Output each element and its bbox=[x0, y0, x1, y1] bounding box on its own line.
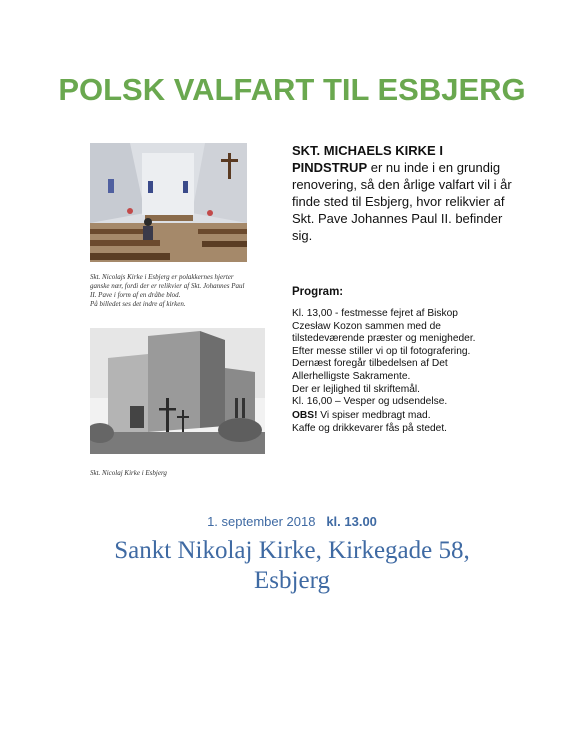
program-heading: Program: bbox=[292, 286, 344, 298]
event-place bbox=[0, 536, 584, 596]
event-date bbox=[0, 514, 584, 529]
program-line: Dernæst foregår tilbedelsen af Det bbox=[292, 358, 448, 370]
program-line: Der er lejlighed til skriftemål. bbox=[292, 383, 420, 395]
interior-photo-caption: Skt. Nicolajs Kirke i Esbjerg er polakkernes hjerter ganske nær, fordi der er relikvier af Skt. Johannes Paul II. Pave i form af en dråbe blod. På billedet ses det indre af kirken. bbox=[90, 273, 245, 308]
church-exterior-photo bbox=[90, 328, 265, 454]
church-interior-photo bbox=[90, 143, 247, 262]
obs-text: Vi spiser medbragt mad. bbox=[317, 410, 431, 421]
event-date-text: 1. september 2018 bbox=[207, 514, 316, 529]
program-line: tilstedeværende præster og menigheder. bbox=[292, 333, 476, 345]
program-line: Kl. 13,00 - festmesse fejret af Biskop bbox=[292, 308, 458, 319]
page-title: POLSK VALFART TIL ESBJERG bbox=[58, 72, 526, 107]
program-line: Kl. 16,00 – Vesper og udsendelse. bbox=[292, 396, 448, 408]
program-list bbox=[292, 308, 522, 409]
obs-line-2: Kaffe og drikkevarer fås på stedet. bbox=[292, 422, 447, 434]
intro-heading: SKT. MICHAELS KIRKE I PINDSTRUP bbox=[292, 143, 443, 175]
event-place-line1: Sankt Nikolaj Kirke, Kirkegade 58, bbox=[114, 537, 470, 564]
program-line: Czesław Kozon sammen med de bbox=[292, 320, 441, 332]
event-place-line2: Esbjerg bbox=[254, 567, 330, 594]
program-line: Efter messe stiller vi op til fotografering. bbox=[292, 345, 471, 357]
program-line: Allerhelligste Sakramente. bbox=[292, 370, 411, 382]
intro-text: er nu inde i en grundig renovering, så den årlige valfart vil i år finde sted til Esbjerg, hvor relikvier af Skt. Pave Johannes Paul II. befinder sig. bbox=[292, 160, 512, 243]
obs-label: OBS! bbox=[292, 410, 318, 421]
obs-note bbox=[292, 410, 522, 435]
event-time: kl. 13.00 bbox=[326, 514, 377, 529]
exterior-photo-caption: Skt. Nicolaj Kirke i Esbjerg bbox=[90, 469, 167, 477]
intro-paragraph bbox=[292, 142, 512, 244]
